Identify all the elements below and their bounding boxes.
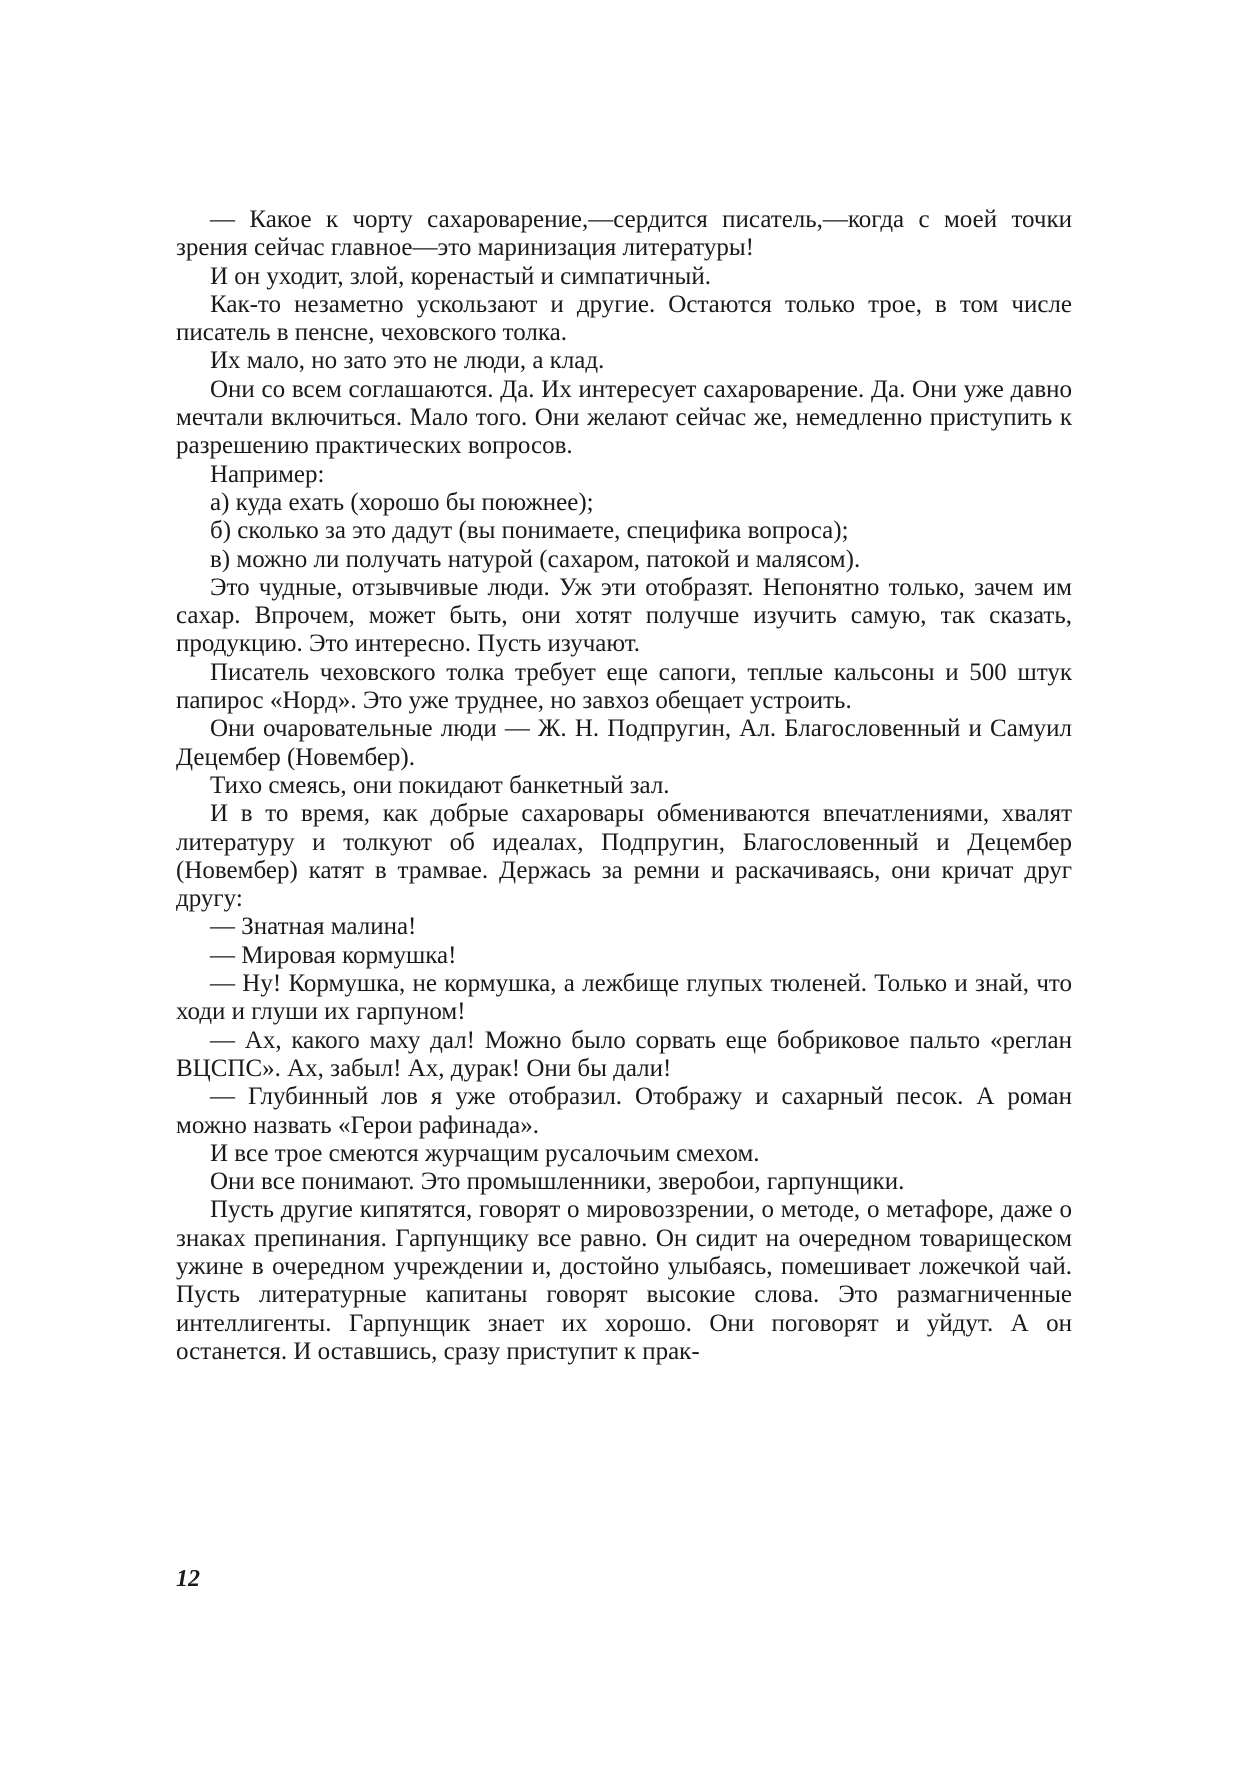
paragraph: Они со всем соглашаются. Да. Их интересует сахароварение. Да. Они уже давно мечтали включиться. Мало того. Они желают сейчас же, немедленно приступить к разрешению практических вопросов. [176, 375, 1072, 460]
dialogue-line: — Глубинный лов я уже отобразил. Отображу и сахарный песок. А роман можно назвать «Герои рафинада». [176, 1083, 1072, 1139]
paragraph: И в то время, как добрые сахаровары обмениваются впечатлениями, хвалят литературу и толкуют об идеалах, Подпругин, Благословенный и Децембер (Новембер) катят в трамвае. Держась за ремни и раскачиваясь, они кричат друг другу: [176, 800, 1072, 913]
paragraph: Они очаровательные люди — Ж. Н. Подпругин, Ал. Благословенный и Самуил Децембер (Новембер). [176, 715, 1072, 771]
list-item: а) куда ехать (хорошо бы поюжнее); [210, 488, 594, 516]
dialogue-line: — Ах, какого маху дал! Можно было сорвать еще бобриковое пальто «реглан ВЦСПС». Ах, забыл! Ах, дурак! Они бы дали! [176, 1026, 1072, 1082]
paragraph: Тихо смеясь, они покидают банкетный зал. [210, 771, 670, 799]
list-item: б) сколько за это дадут (вы понимаете, специфика вопроса); [210, 517, 849, 545]
paragraph: Они все понимают. Это промышленники, зверобои, гарпунщики. [210, 1168, 905, 1196]
paragraph: Писатель чеховского толка требует еще сапоги, теплые кальсоны и 500 штук папирос «Норд». Это уже труднее, но завхоз обещает устроить. [176, 658, 1072, 715]
page-number: 12 [176, 1566, 200, 1592]
paragraph: И все трое смеются журчащим русалочьим смехом. [210, 1139, 760, 1167]
paragraph: Пусть другие кипятятся, говорят о мировоззрении, о методе, о метафоре, даже о знаках препинания. Гарпунщику все равно. Он сидит на очередном товарищеском ужине в очередном учреждении и, достойно улыбаясь, помешивает ложечкой чай. Пусть литературные капитаны говорят высокие слова. Это размагниченные интеллигенты. Гарпунщик знает их хорошо. Они поговорят и уйдут. А он останется. И оставшись, сразу приступит к прак- [176, 1196, 1072, 1365]
paragraph: Например: [210, 460, 325, 488]
paragraph: — Какое к чорту сахароварение,—сердится писатель,—когда с моей точки зрения сейчас главное—это маринизация литературы! [176, 206, 1072, 262]
paragraph: Это чудные, отзывчивые люди. Уж эти отобразят. Непонятно только, зачем им сахар. Впрочем, может быть, они хотят получше изучить самую, так сказать, продукцию. Это интересно. Пусть изучают. [176, 573, 1072, 658]
body-text [176, 206, 1072, 1366]
dialogue-line: — Ну! Кормушка, не кормушка, а лежбище глупых тюленей. Только и знай, что ходи и глуши их гарпуном! [176, 970, 1072, 1026]
dialogue-line: — Знатная малина! [210, 913, 417, 941]
paragraph: Как-то незаметно ускользают и другие. Остаются только трое, в том числе писатель в пенсне, чеховского толка. [176, 290, 1072, 347]
paragraph: Их мало, но зато это не люди, а клад. [210, 347, 605, 375]
list-item: в) можно ли получать натурой (сахаром, патокой и малясом). [210, 545, 861, 573]
paragraph: И он уходит, злой, коренастый и симпатичный. [210, 262, 711, 290]
dialogue-line: — Мировая кормушка! [210, 941, 457, 969]
